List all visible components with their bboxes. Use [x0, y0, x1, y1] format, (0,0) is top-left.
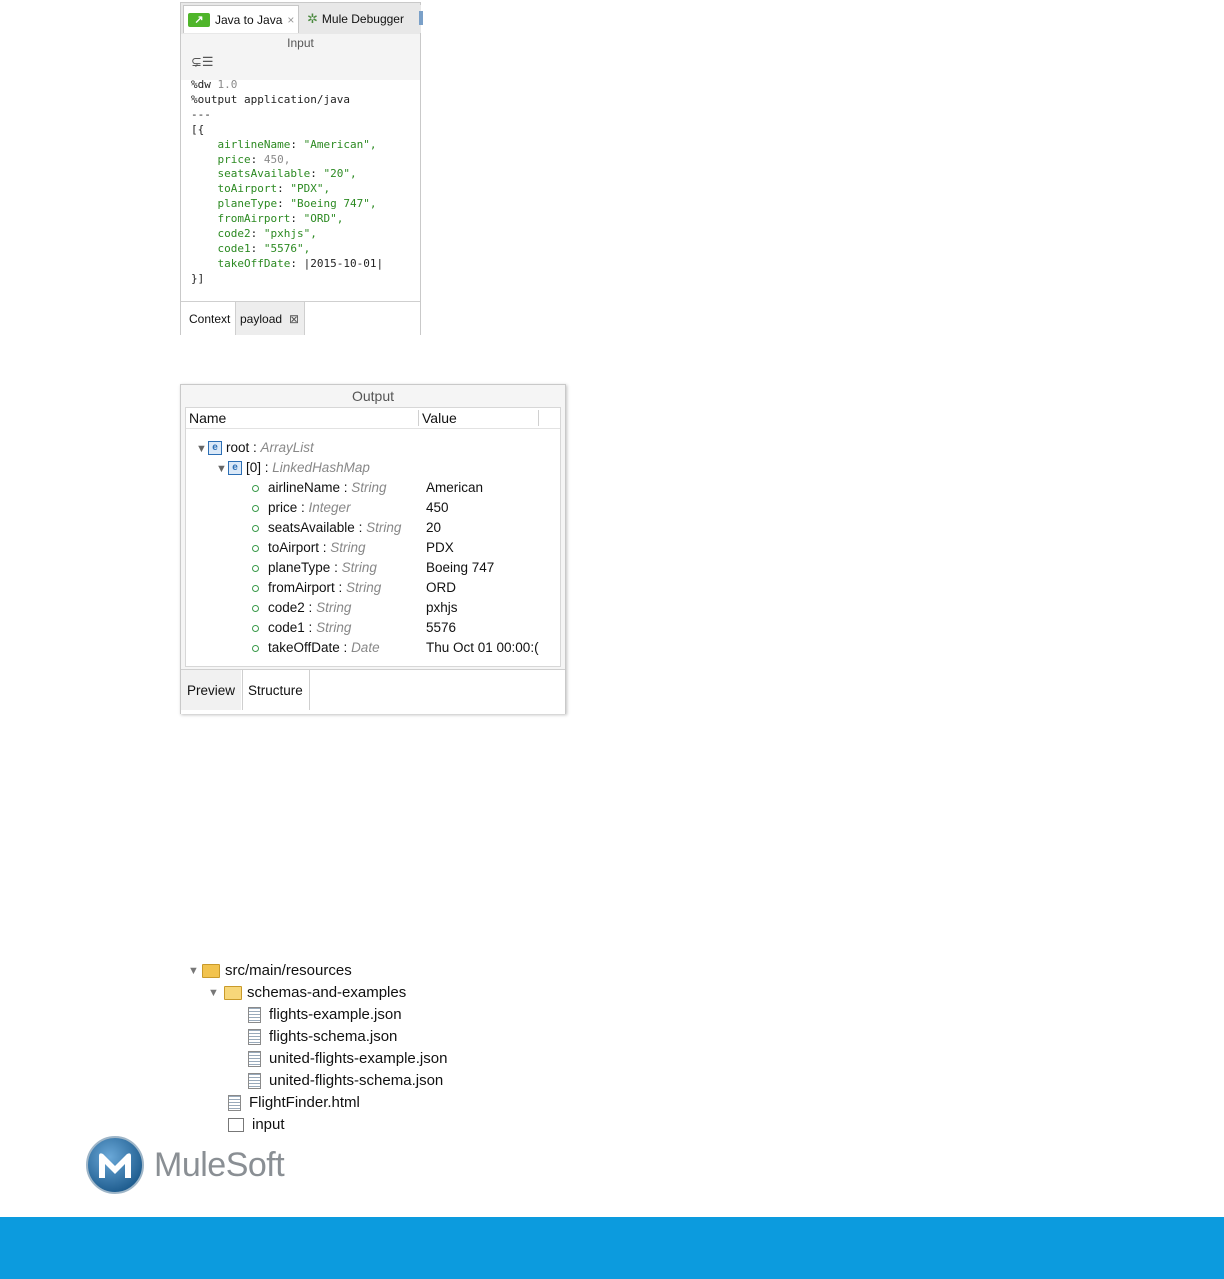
code-field-line: fromAirport: "ORD", [217, 212, 344, 226]
html-file-icon [228, 1095, 241, 1111]
output-bottom-tab-bar [181, 669, 565, 714]
header-divider [186, 428, 560, 429]
output-title: Output [351, 388, 395, 404]
bug-icon: ✲ [307, 11, 318, 26]
close-icon[interactable]: ⊠ [289, 311, 300, 326]
dataweave-code-editor[interactable] [191, 78, 383, 287]
field-value: 20 [426, 520, 442, 535]
field-icon [252, 505, 259, 512]
code-field-line: seatsAvailable: "20", [217, 167, 357, 181]
expand-triangle-icon[interactable]: ▼ [216, 463, 227, 475]
tab-preview[interactable]: Preview [181, 670, 241, 710]
tab-label: Java to Java [215, 12, 283, 27]
expand-triangle-icon[interactable]: ▼ [188, 965, 199, 977]
project-file-tree [188, 958, 488, 1133]
package-icon [228, 1118, 244, 1132]
input-panel [180, 2, 421, 335]
field-value: pxhjs [426, 600, 458, 615]
field-icon [252, 605, 259, 612]
tree-row-root[interactable]: ▼ e root : ArrayList [196, 438, 314, 458]
tab-java-to-java[interactable] [183, 5, 299, 33]
field-icon [252, 545, 259, 552]
code-field-line: code1: "5576", [217, 241, 311, 255]
field-icon [252, 485, 259, 492]
field-value: 5576 [426, 620, 457, 635]
input-header [181, 34, 420, 80]
file-icon [248, 1073, 261, 1089]
tab-context[interactable]: Context [181, 302, 235, 335]
code-field-line: planeType: "Boeing 747", [217, 197, 377, 211]
expand-triangle-icon[interactable]: ▼ [208, 987, 219, 999]
tree-row-field[interactable]: fromAirport : String [252, 578, 381, 598]
field-icon [252, 645, 259, 652]
tree-node-file[interactable]: flights-example.json [248, 1004, 402, 1026]
close-icon[interactable]: × [287, 12, 295, 27]
code-line: --- [191, 107, 211, 121]
tree-node-schemas-folder[interactable]: ▼ schemas-and-examples [208, 982, 406, 1004]
tab-label: Mule Debugger [321, 12, 404, 26]
tree-node-src-main-resources[interactable]: ▼ src/main/resources [188, 960, 352, 982]
code-field-line: price: 450, [217, 152, 291, 166]
source-folder-icon [202, 964, 220, 978]
code-line: %dw 1.0 [191, 78, 238, 91]
mulesoft-logo-icon [86, 1136, 144, 1194]
field-value: Boeing 747 [426, 560, 495, 575]
dataweave-icon: ↗ [188, 13, 210, 27]
column-header-name[interactable]: Name [189, 410, 227, 426]
field-value: American [426, 480, 484, 495]
field-icon [252, 525, 259, 532]
tree-node-file[interactable]: united-flights-example.json [248, 1048, 447, 1070]
tab-structure[interactable]: Structure [242, 670, 310, 710]
code-field-line: takeOffDate: |2015-10-01| [217, 256, 384, 270]
tree-row-field[interactable]: toAirport : String [252, 538, 366, 558]
file-icon [248, 1051, 261, 1067]
column-separator[interactable] [418, 410, 419, 426]
tree-node-html-file[interactable]: FlightFinder.html [228, 1092, 360, 1114]
tab-label: payload [240, 311, 283, 326]
tree-row-field[interactable]: planeType : String [252, 558, 377, 578]
tree-node-file[interactable]: flights-schema.json [248, 1026, 397, 1048]
overflow-tab-edge[interactable] [419, 11, 423, 25]
code-field-line: code2: "pxhjs", [217, 227, 317, 241]
column-header-value[interactable]: Value [422, 410, 457, 426]
code-line: }] [191, 271, 205, 285]
output-panel [180, 384, 566, 714]
format-list-icon[interactable]: ⊊☰ [191, 54, 214, 69]
tree-row-field[interactable]: code2 : String [252, 598, 351, 618]
tree-row-field[interactable]: airlineName : String [252, 478, 387, 498]
code-field-line: airlineName: "American", [217, 137, 377, 151]
field-value: 450 [426, 500, 449, 515]
mulesoft-logo [86, 1134, 284, 1196]
file-icon [248, 1007, 261, 1023]
tree-row-field[interactable]: seatsAvailable : String [252, 518, 401, 538]
field-value: PDX [426, 540, 454, 555]
logo-m-glyph [95, 1148, 135, 1182]
tree-node-file[interactable]: united-flights-schema.json [248, 1070, 443, 1092]
output-tree-table[interactable] [185, 407, 561, 667]
file-icon [248, 1029, 261, 1045]
tree-node-package[interactable]: input [228, 1114, 285, 1136]
tab-mule-debugger[interactable] [303, 5, 421, 33]
tab-payload[interactable] [235, 302, 305, 335]
input-tab-bar [181, 3, 420, 35]
tree-row-field[interactable]: takeOffDate : Date [252, 638, 380, 658]
input-bottom-tab-bar [181, 301, 420, 335]
tree-row-field[interactable]: code1 : String [252, 618, 351, 638]
footer-band [0, 1217, 1224, 1279]
column-separator[interactable] [538, 410, 539, 426]
object-icon: e [228, 461, 242, 475]
code-line: %output application/java [191, 92, 350, 106]
logo-wordmark: MuleSoft [154, 1145, 285, 1184]
code-line: [{ [191, 122, 205, 136]
code-field-line: toAirport: "PDX", [217, 182, 331, 196]
expand-triangle-icon[interactable]: ▼ [196, 443, 207, 455]
tree-row-field[interactable]: price : Integer [252, 498, 351, 518]
field-value: Thu Oct 01 00:00:( [426, 640, 539, 655]
field-value: ORD [426, 580, 456, 595]
input-title: Input [287, 36, 314, 50]
object-icon: e [208, 441, 222, 455]
field-icon [252, 625, 259, 632]
field-icon [252, 565, 259, 572]
tree-row-item[interactable]: ▼ e [0] : LinkedHashMap [216, 458, 370, 478]
field-icon [252, 585, 259, 592]
open-folder-icon [224, 986, 242, 1000]
